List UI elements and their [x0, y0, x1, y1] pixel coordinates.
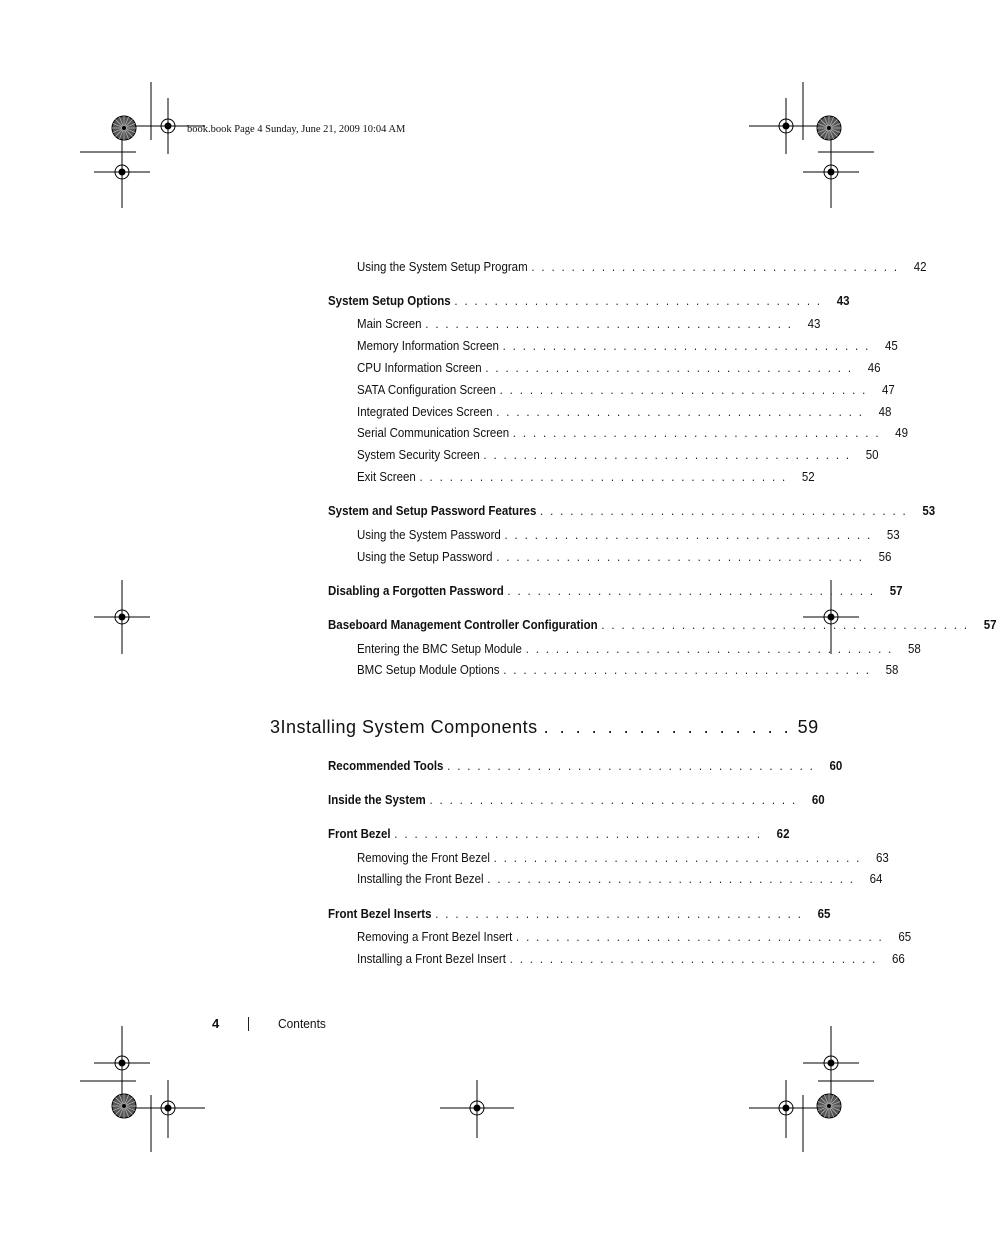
- color-target-mark: [112, 116, 136, 140]
- toc-entry[interactable]: [357, 851, 889, 865]
- toc-page: 49: [895, 426, 908, 440]
- toc-entry[interactable]: [357, 663, 899, 677]
- leader-dots: . . . . . . . . . . . . . . . . . . . . . . . . . . . . . . . . . . . . .: [496, 405, 864, 419]
- chapter-heading[interactable]: [270, 717, 819, 738]
- toc-entry[interactable]: [357, 339, 898, 353]
- toc-entry[interactable]: [357, 930, 912, 944]
- toc-entry[interactable]: [328, 759, 843, 773]
- toc-entry[interactable]: [357, 405, 892, 419]
- leader-dots: . . . . . . . . . . . . . . . . . . . . . . . . . . . . . . . . . . . . .: [394, 827, 762, 841]
- leader-dots: . . . . . . . . . . . . . . . . . . . . . . . . . . . . . . . . . . . . .: [447, 759, 815, 773]
- leader-dots: . . . . . . . . . . . . . . . . . . . . . . . . . . . . . . . . . . . . .: [503, 663, 871, 677]
- toc-entry[interactable]: [357, 550, 892, 564]
- toc-label: Installing the Front Bezel: [357, 872, 484, 886]
- toc-label: System Setup Options: [328, 294, 451, 308]
- toc-page: 57: [983, 618, 997, 632]
- chapter-title: Installing System Components: [280, 717, 538, 737]
- toc-page: 62: [776, 827, 790, 841]
- toc-label: Inside the System: [328, 793, 426, 807]
- toc-page: 63: [876, 851, 889, 865]
- leader-dots: . . . . . . . . . . . . . . . . . . . . . . . . . . . . . . . . . . . . .: [454, 294, 822, 308]
- toc-entry[interactable]: [357, 260, 927, 274]
- toc-page: 47: [881, 383, 895, 397]
- toc-page: 60: [811, 793, 825, 807]
- toc-label: Memory Information Screen: [357, 339, 499, 353]
- toc-entry[interactable]: [357, 317, 821, 331]
- toc-page: 56: [878, 550, 892, 564]
- color-target-mark: [112, 1094, 136, 1118]
- toc-label: CPU Information Screen: [357, 361, 482, 375]
- toc-entry[interactable]: [357, 470, 815, 484]
- toc-entry[interactable]: [357, 952, 905, 966]
- leader-dots: . . . . . . . . . . . . . . . . . . . . . . . . . . . . . . . . . . . . .: [516, 930, 884, 944]
- toc-entry[interactable]: [328, 584, 903, 598]
- toc-page: 43: [836, 294, 850, 308]
- leader-dots: . . . . . . . . . . . . . . . . . . . . . . . . . . . . . . . . . . . . .: [502, 339, 871, 353]
- toc-label: SATA Configuration Screen: [357, 383, 496, 397]
- toc-page: 42: [913, 260, 927, 274]
- footer-divider: [248, 1017, 249, 1031]
- toc-entry[interactable]: [328, 793, 825, 807]
- leader-dots: . . . . . . . . . . . . . . . . . . . . . . . . . . . . . . . . . . . . .: [525, 642, 894, 656]
- toc-page: 43: [807, 317, 821, 331]
- print-slug: book.book Page 4 Sunday, June 21, 2009 10:04 AM: [187, 124, 406, 135]
- leader-dots: . . . . . . . . . . . . . . . . . . . . . . . . . . . . . . . . . . . . .: [496, 550, 864, 564]
- toc-entry[interactable]: [328, 294, 850, 308]
- toc-page: 48: [878, 405, 892, 419]
- color-target-mark: [817, 116, 841, 140]
- toc-label: Removing a Front Bezel Insert: [357, 930, 513, 944]
- toc-entry[interactable]: [328, 504, 936, 518]
- toc-page: 65: [817, 907, 831, 921]
- toc-label: Main Screen: [357, 317, 422, 331]
- chapter-page: 59: [797, 717, 819, 737]
- toc-entry[interactable]: [357, 528, 900, 542]
- toc-entry[interactable]: [357, 383, 895, 397]
- leader-dots: . . . . . . . . . . . . . . . . . . . . . . . . . . . . . . . . . . . . .: [425, 317, 793, 331]
- leader-dots: . . . . . . . . . . . . . . . . . . . . . . . . . . . . . . . . . . . . .: [429, 793, 798, 807]
- chapter-number: 3: [270, 717, 281, 737]
- toc-page: 53: [922, 504, 936, 518]
- toc-page: 58: [907, 642, 921, 656]
- leader-dots: . . . . . . . . . . . . . . . . . . . . . . . . . . . . . . . . . . . . .: [419, 470, 788, 484]
- page-number: 4: [212, 1016, 220, 1031]
- toc-label: Entering the BMC Setup Module: [357, 642, 522, 656]
- toc-page: 53: [886, 528, 900, 542]
- leader-dots: . . . . . . . . . . . . . . . . . . . . . . . . . . . . . . . . . . . . .: [485, 361, 853, 375]
- toc-label: Disabling a Forgotten Password: [328, 584, 504, 598]
- leader-dots: . . . . . . . . . . . . . . . . . . . . . . . . . . . . . . . . . . . . .: [507, 584, 875, 598]
- toc-label: Front Bezel: [328, 827, 391, 841]
- toc-label: Removing the Front Bezel: [357, 851, 490, 865]
- leader-dots: . . . . . . . . . . . . . . . . . . . . . . . . . . . . . . . . . . . . .: [512, 426, 881, 440]
- toc-page: 46: [867, 361, 881, 375]
- toc-entry[interactable]: [328, 827, 790, 841]
- toc-entry[interactable]: [357, 642, 921, 656]
- toc-label: Using the Setup Password: [357, 550, 493, 564]
- toc-entry[interactable]: [357, 361, 881, 375]
- leader-dots: . . . . . . . . . . . . . . . . . . . . . . . . . . . . . . . . . . . . .: [487, 872, 855, 886]
- toc-page: 50: [865, 448, 879, 462]
- toc-label: Exit Screen: [357, 470, 416, 484]
- leader-dots: . . . . . . . . . . . . . . . . . . . . . . . . . . . . . . . . . . . . .: [540, 504, 908, 518]
- leader-dots: . . . . . . . . . . . . . . . . . . . . . . . . . . . . . . . . . . . . .: [499, 383, 868, 397]
- toc-page: 60: [829, 759, 843, 773]
- toc-page: 65: [898, 930, 912, 944]
- toc-page: 64: [869, 872, 883, 886]
- leader-dots: . . . . . . . . . . . . . . . . . . . . . . . . . . . . . . . . . . . . .: [531, 260, 899, 274]
- toc-entry[interactable]: [328, 907, 831, 921]
- toc-page: 52: [801, 470, 815, 484]
- leader-dots: . . . . . . . . . . . . . . . . . . . . . . . . . . . . . . . . . . . . .: [435, 907, 803, 921]
- toc-label: Recommended Tools: [328, 759, 444, 773]
- toc-label: Front Bezel Inserts: [328, 907, 432, 921]
- toc-label: BMC Setup Module Options: [357, 663, 500, 677]
- toc-page: 45: [884, 339, 898, 353]
- toc-page: 58: [885, 663, 899, 677]
- toc-label: Baseboard Management Controller Configuration: [328, 618, 598, 632]
- toc-entry[interactable]: [357, 448, 879, 462]
- toc-label: System Security Screen: [357, 448, 480, 462]
- toc-label: Integrated Devices Screen: [357, 405, 493, 419]
- leader-dots: . . . . . . . . . . . . . . . .: [543, 717, 792, 737]
- footer-section-label: Contents: [278, 1016, 326, 1031]
- leader-dots: . . . . . . . . . . . . . . . . . . . . . . . . . . . . . . . . . . . . .: [493, 851, 862, 865]
- leader-dots: . . . . . . . . . . . . . . . . . . . . . . . . . . . . . . . . . . . . .: [601, 618, 969, 632]
- toc-label: Using the System Setup Program: [357, 260, 528, 274]
- toc-entry[interactable]: [328, 618, 997, 632]
- toc-entry[interactable]: [357, 426, 908, 440]
- toc-page: 57: [889, 584, 903, 598]
- toc-label: System and Setup Password Features: [328, 504, 537, 518]
- toc-entry[interactable]: [357, 872, 883, 886]
- leader-dots: . . . . . . . . . . . . . . . . . . . . . . . . . . . . . . . . . . . . .: [483, 448, 851, 462]
- toc-label: Serial Communication Screen: [357, 426, 510, 440]
- toc-page: 66: [891, 952, 905, 966]
- leader-dots: . . . . . . . . . . . . . . . . . . . . . . . . . . . . . . . . . . . . .: [504, 528, 873, 542]
- leader-dots: . . . . . . . . . . . . . . . . . . . . . . . . . . . . . . . . . . . . .: [509, 952, 878, 966]
- color-target-mark: [817, 1094, 841, 1118]
- toc-label: Using the System Password: [357, 528, 501, 542]
- toc-label: Installing a Front Bezel Insert: [357, 952, 506, 966]
